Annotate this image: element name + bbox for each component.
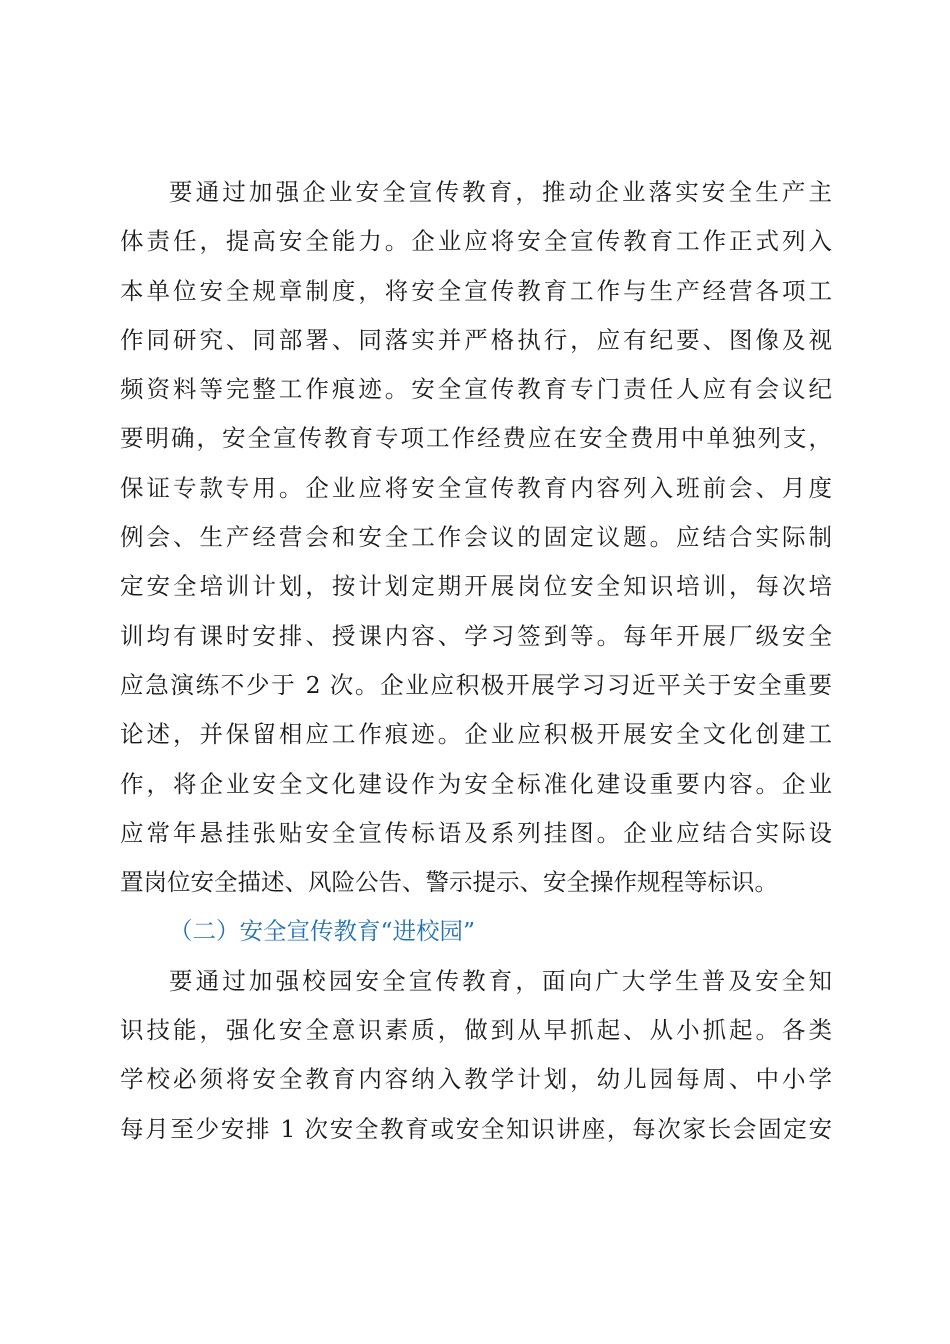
section-heading: （二）安全宣传教育“进校园” xyxy=(169,917,476,946)
paragraph-line: 保证专款专用。企业应将安全宣传教育内容列入班前会、月度 xyxy=(120,473,832,502)
paragraph-line: 置岗位安全描述、风险公告、警示提示、安全操作规程等标识。 xyxy=(120,868,778,897)
paragraph-line: 学校必须将安全教育内容纳入教学计划，幼儿园每周、中小学 xyxy=(120,1065,832,1094)
paragraph-line: 频资料等完整工作痕迹。安全宣传教育专门责任人应有会议纪 xyxy=(120,375,832,404)
paragraph-line: 应常年悬挂张贴安全宣传标语及系列挂图。企业应结合实际设 xyxy=(120,818,832,847)
paragraph-line: 体责任，提高安全能力。企业应将安全宣传教育工作正式列入 xyxy=(120,227,832,256)
paragraph-line: 本单位安全规章制度，将安全宣传教育工作与生产经营各项工 xyxy=(120,276,832,305)
paragraph-line: 每月至少安排 1 次安全教育或安全知识讲座，每次家长会固定安 xyxy=(120,1114,832,1143)
paragraph-line: 作，将企业安全文化建设作为安全标准化建设重要内容。企业 xyxy=(120,769,832,798)
paragraph-line: 应急演练不少于 2 次。企业应积极开展学习习近平关于安全重要 xyxy=(120,670,832,699)
paragraph-line: 要通过加强企业安全宣传教育，推动企业落实安全生产主 xyxy=(169,178,832,206)
paragraph-line: 识技能，强化安全意识素质，做到从早抓起、从小抓起。各类 xyxy=(120,1016,832,1045)
paragraph-enterprise-education xyxy=(120,168,832,907)
document-body xyxy=(120,168,832,1154)
paragraph-line: 要明确，安全宣传教育专项工作经费应在安全费用中单独列支， xyxy=(120,424,832,453)
paragraph-campus-education xyxy=(120,957,832,1154)
paragraph-line: 例会、生产经营会和安全工作会议的固定议题。应结合实际制 xyxy=(120,523,832,552)
paragraph-line: 定安全培训计划，按计划定期开展岗位安全知识培训，每次培 xyxy=(120,572,832,601)
paragraph-line: 作同研究、同部署、同落实并严格执行，应有纪要、图像及视 xyxy=(120,325,832,354)
paragraph-line: 论述，并保留相应工作痕迹。企业应积极开展安全文化创建工 xyxy=(120,720,832,749)
paragraph-line: 要通过加强校园安全宣传教育，面向广大学生普及安全知 xyxy=(169,966,832,995)
paragraph-line: 训均有课时安排、授课内容、学习签到等。每年开展厂级安全 xyxy=(120,621,832,650)
